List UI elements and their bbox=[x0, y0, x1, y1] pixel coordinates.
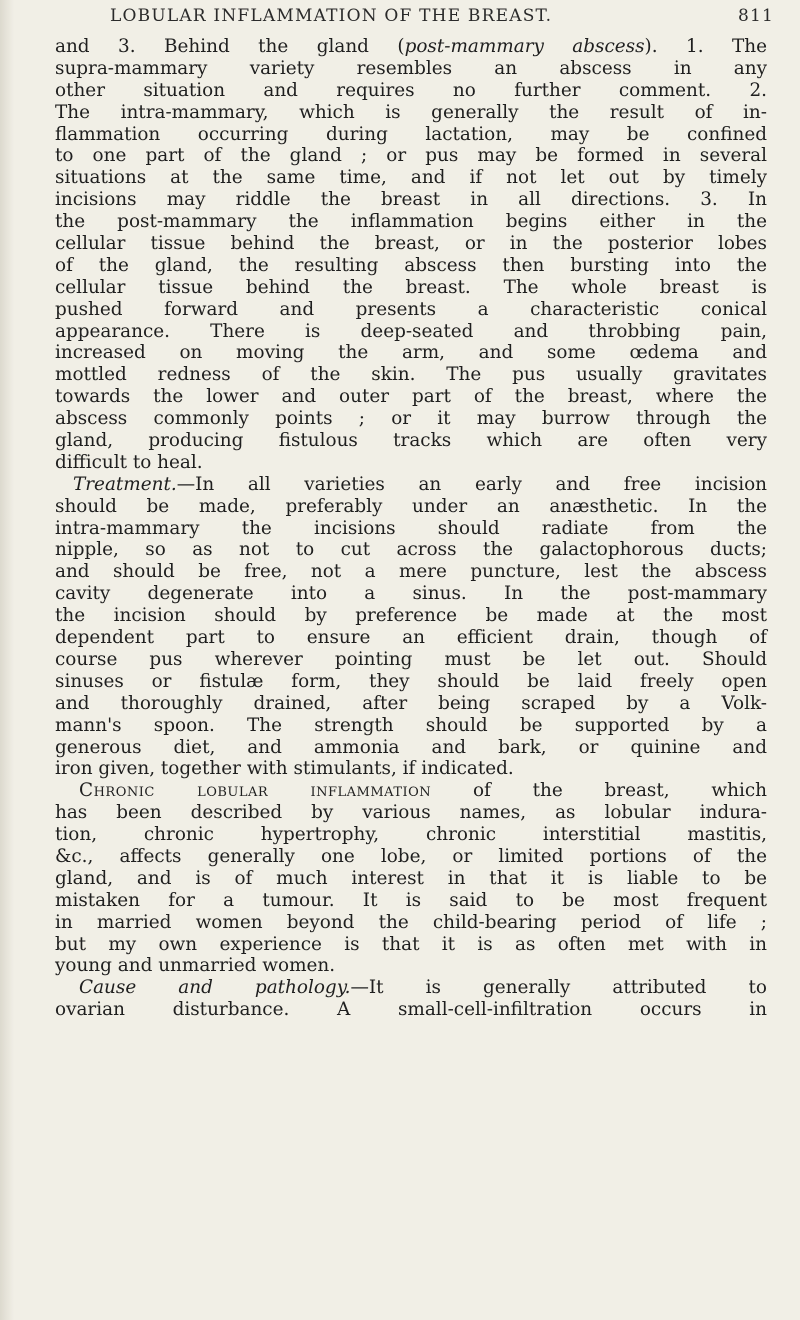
text-line: and 3. Behind the gland (post-mammary abscess). 1. The bbox=[55, 36, 767, 57]
text-line: in married women beyond the child-bearing period of life ; bbox=[55, 911, 767, 933]
text-line: mann's spoon. The strength should be supported by a bbox=[55, 714, 767, 736]
text-line: increased on moving the arm, and some œdema and bbox=[55, 342, 767, 364]
text-line: cellular tissue behind the breast. The whole breast is bbox=[55, 276, 767, 298]
text-line: intra-mammary the incisions should radiate from the bbox=[55, 517, 767, 539]
text-line: of the gland, the resulting abscess then bursting into the bbox=[55, 254, 767, 276]
text-line: &c., affects generally one lobe, or limited portions of the bbox=[55, 845, 767, 867]
text-line: should be made, preferably under an anæsthetic. In the bbox=[55, 495, 767, 517]
paragraph-cause-and-pathology bbox=[55, 977, 767, 1021]
text-line: towards the lower and outer part of the breast, where the bbox=[55, 386, 767, 408]
body-text bbox=[55, 36, 767, 1021]
text-line: but my own experience is that it is as often met with in bbox=[55, 933, 767, 955]
text-line: Treatment.—In all varieties an early and free incision bbox=[73, 473, 767, 495]
text-line: Cause and pathology.—It is generally attributed to bbox=[79, 977, 767, 999]
text-line: flammation occurring during lactation, may be confined bbox=[55, 123, 767, 145]
text-line: appearance. There is deep-seated and throbbing pain, bbox=[55, 320, 767, 342]
text-line: situations at the same time, and if not let out by timely bbox=[55, 167, 767, 189]
text-line: mottled redness of the skin. The pus usually gravitates bbox=[55, 364, 767, 386]
text-line: dependent part to ensure an efficient drain, though of bbox=[55, 627, 767, 649]
text-line: ovarian disturbance. A small-cell-infiltration occurs in bbox=[55, 999, 767, 1021]
text-line: the post-mammary the inflammation begins either in the bbox=[55, 211, 767, 233]
text-line: gland, producing fistulous tracks which are often very bbox=[55, 430, 767, 452]
text-line: abscess commonly points ; or it may burrow through the bbox=[55, 408, 767, 430]
text-line: to one part of the gland ; or pus may be formed in several bbox=[55, 145, 767, 167]
heading-treatment: Treatment. bbox=[73, 473, 177, 495]
text-line: tion, chronic hypertrophy, chronic interstitial mastitis, bbox=[55, 824, 767, 846]
text-line: incisions may riddle the breast in all directions. 3. In bbox=[55, 189, 767, 211]
text-line: pushed forward and presents a characteristic conical bbox=[55, 298, 767, 320]
text-line: other situation and requires no further comment. 2. bbox=[55, 79, 767, 101]
page-number: 811 bbox=[738, 6, 775, 26]
text-line: young and unmarried women. bbox=[55, 955, 336, 977]
paragraph-chronic-lobular-inflammation bbox=[55, 780, 767, 977]
paragraph-treatment bbox=[55, 474, 767, 780]
text-line: The intra-mammary, which is generally the result of in- bbox=[55, 101, 767, 123]
text-line: gland, and is of much interest in that it is liable to be bbox=[55, 867, 767, 889]
text-line: cavity degenerate into a sinus. In the post-mammary bbox=[55, 583, 767, 605]
text-line: cellular tissue behind the breast, or in the posterior lobes bbox=[55, 233, 767, 255]
heading-chronic-lobular-inflammation: Chronic lobular inflammation bbox=[79, 780, 432, 802]
heading-cause-and-pathology: Cause and pathology. bbox=[79, 977, 351, 999]
text-line: difficult to heal. bbox=[55, 451, 203, 473]
paragraph-abscess-varieties bbox=[55, 36, 767, 474]
running-title: LOBULAR INFLAMMATION OF THE BREAST. bbox=[110, 6, 553, 26]
text-line: has been described by various names, as lobular indura- bbox=[55, 802, 767, 824]
text-line: nipple, so as not to cut across the galactophorous ducts; bbox=[55, 539, 767, 561]
text-line: course pus wherever pointing must be let out. Should bbox=[55, 648, 767, 670]
text-line: the incision should by preference be made at the most bbox=[55, 605, 767, 627]
emphasis-post-mammary-abscess: post-mammary abscess bbox=[404, 36, 645, 57]
text-line: and thoroughly drained, after being scraped by a Volk- bbox=[55, 692, 767, 714]
text-line: iron given, together with stimulants, if indicated. bbox=[55, 758, 514, 780]
text-line: mistaken for a tumour. It is said to be most frequent bbox=[55, 889, 767, 911]
text-line: supra-mammary variety resembles an abscess in any bbox=[55, 57, 767, 79]
text-line: Chronic lobular inflammation of the breast, which bbox=[79, 780, 767, 802]
text-line: generous diet, and ammonia and bark, or quinine and bbox=[55, 736, 767, 758]
page-edge bbox=[0, 0, 14, 1320]
text-line: and should be free, not a mere puncture, lest the abscess bbox=[55, 561, 767, 583]
text-line: sinuses or fistulæ form, they should be laid freely open bbox=[55, 670, 767, 692]
